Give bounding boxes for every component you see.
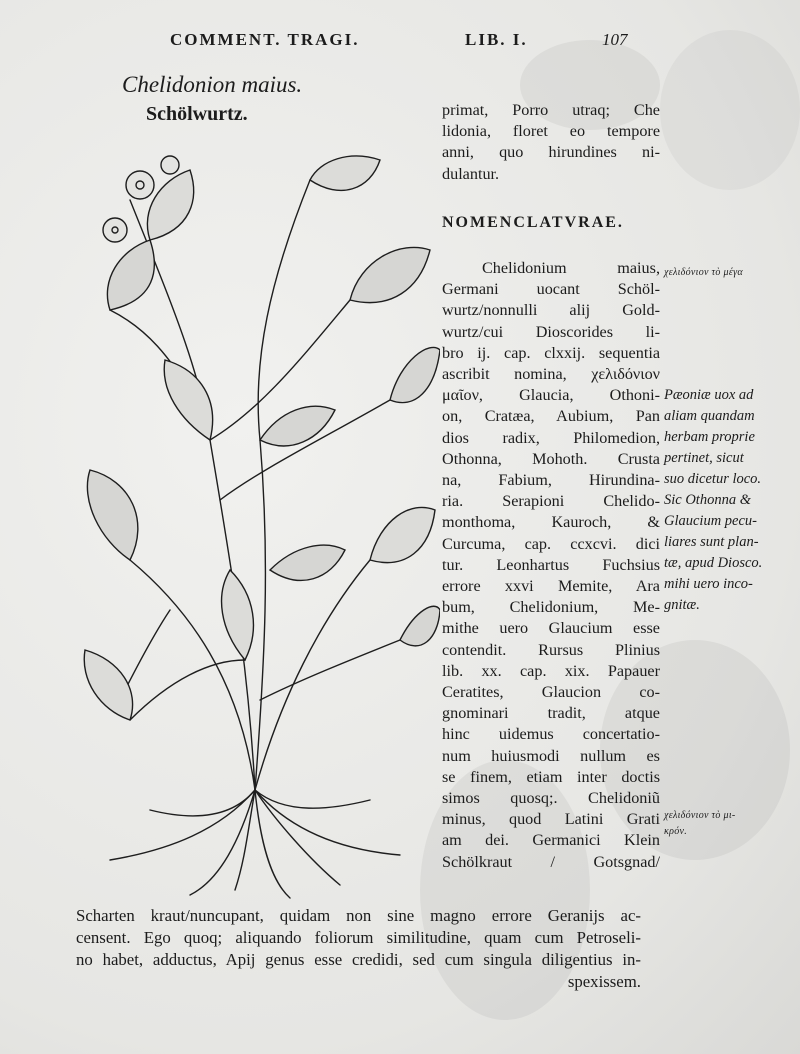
plant-latin-name: Chelidonion maius. [122,72,303,97]
text-line: primat, Porro utraq; Che [442,101,660,119]
margin-note-line: liares sunt plan- [664,534,759,550]
text-column-top [442,100,660,185]
running-head-title: COMMENT. TRAGI. [170,30,360,49]
text-line: ria. Serapioni Chelido- [442,492,660,511]
text-line: gnominari tradit, atque [442,704,660,723]
greater-celandine-woodcut-icon [70,140,440,900]
text-line: na, Fabium, Hirundina- [442,471,660,490]
margin-note-line: Sic Othonna & [664,492,751,508]
text-line: Scharten kraut/nuncupant, quidam non sine magno errore Geranijs ac- [76,906,641,925]
text-line: dios radix, Philomedion, [442,428,660,447]
text-line: ascribit nomina, χελιδόνιον [442,365,660,384]
text-line: num huiusmodi nullum es [442,746,660,765]
margin-note-greek: χελιδόνιον τὸ μέγα [664,267,743,278]
margin-note-line: gnitæ. [664,597,700,613]
text-line: se finem, etiam inter doctis [442,767,660,786]
margin-note-line: suo dicetur loco. [664,471,762,487]
text-line: Othonna, Mohoth. Crusta [442,449,660,468]
text-line: anni, quo hirundines ni- [442,143,660,162]
margin-note-line: pertinet, sicut [664,450,744,466]
text-line: censent. Ego quoq; aliquando foliorum similitudine, quam cum Petroseli- [76,928,641,947]
text-line: spexissem. [567,972,641,991]
text-line: simos quosq;. Chelidoniũ [442,789,660,808]
text-line: bro ij. cap. clxxij. sequentia [442,343,660,362]
text-line: Germani uocant Schöl- [442,280,660,299]
text-line: Curcuma, cap. ccxcvi. dici [442,534,660,553]
text-line: Schölkraut / Gotsgnad/ [442,852,660,871]
section-heading: NOMENCLATVRAE. [442,214,624,231]
text-column-body [442,258,660,873]
text-line: tur. Leonhartus Fuchsius [442,555,660,574]
text-line: mithe uero Glaucium esse [442,619,660,638]
margin-note-line: χελιδόνιον τὸ μι- [664,810,736,821]
margin-note-line: Pæoniæ uox ad [664,387,754,403]
text-line: Ceratites, Glaucion co- [442,683,660,702]
text-line: wurtz/cui Dioscorides li- [442,322,660,341]
margin-note-line: κρόν. [664,826,688,837]
plant-german-name: Schölwurtz. [146,103,248,125]
text-line: am dei. Germanici Klein [442,831,660,850]
margin-note-line: herbam proprie [664,429,755,445]
text-line: bum, Chelidonium, Me- [442,598,660,617]
margin-note-paeonia [664,385,800,616]
margin-note-greek-minor [664,808,800,840]
margin-note-line: aliam quandam [664,408,755,424]
text-line: Chelidonium maius, [482,259,660,277]
paper-stain [660,30,800,190]
text-line: monthoma, Kauroch, & [442,513,660,532]
text-line: contendit. Rursus Plinius [442,640,660,659]
full-width-text [76,905,641,993]
margin-note-line: Glaucium pecu- [664,513,758,529]
text-line: on, Cratæa, Aubium, Pan [442,407,660,426]
running-head [170,30,640,54]
text-line: lidonia, floret eo tempore [442,122,660,141]
text-line: hinc uidemus concertatio- [442,725,660,744]
text-line: errore xxvi Memite, Ara [442,577,660,596]
running-head-book: LIB. I. [465,30,528,49]
text-line: no habet, adductus, Apij genus esse credidi, sed cum singula diligentius in- [76,950,641,969]
text-line: wurtz/nonnulli alij Gold- [442,301,660,320]
text-line: lib. xx. cap. xix. Papauer [442,661,660,680]
text-line: minus, quod Latini Grati [442,810,660,829]
page-number: 107 [602,30,628,49]
margin-note-line: mihi uero inco- [664,576,753,592]
text-line: dulantur. [442,164,500,183]
text-line: μαῖον, Glaucia, Othoni- [442,386,660,405]
margin-note-line: tæ, apud Diosco. [664,555,763,571]
